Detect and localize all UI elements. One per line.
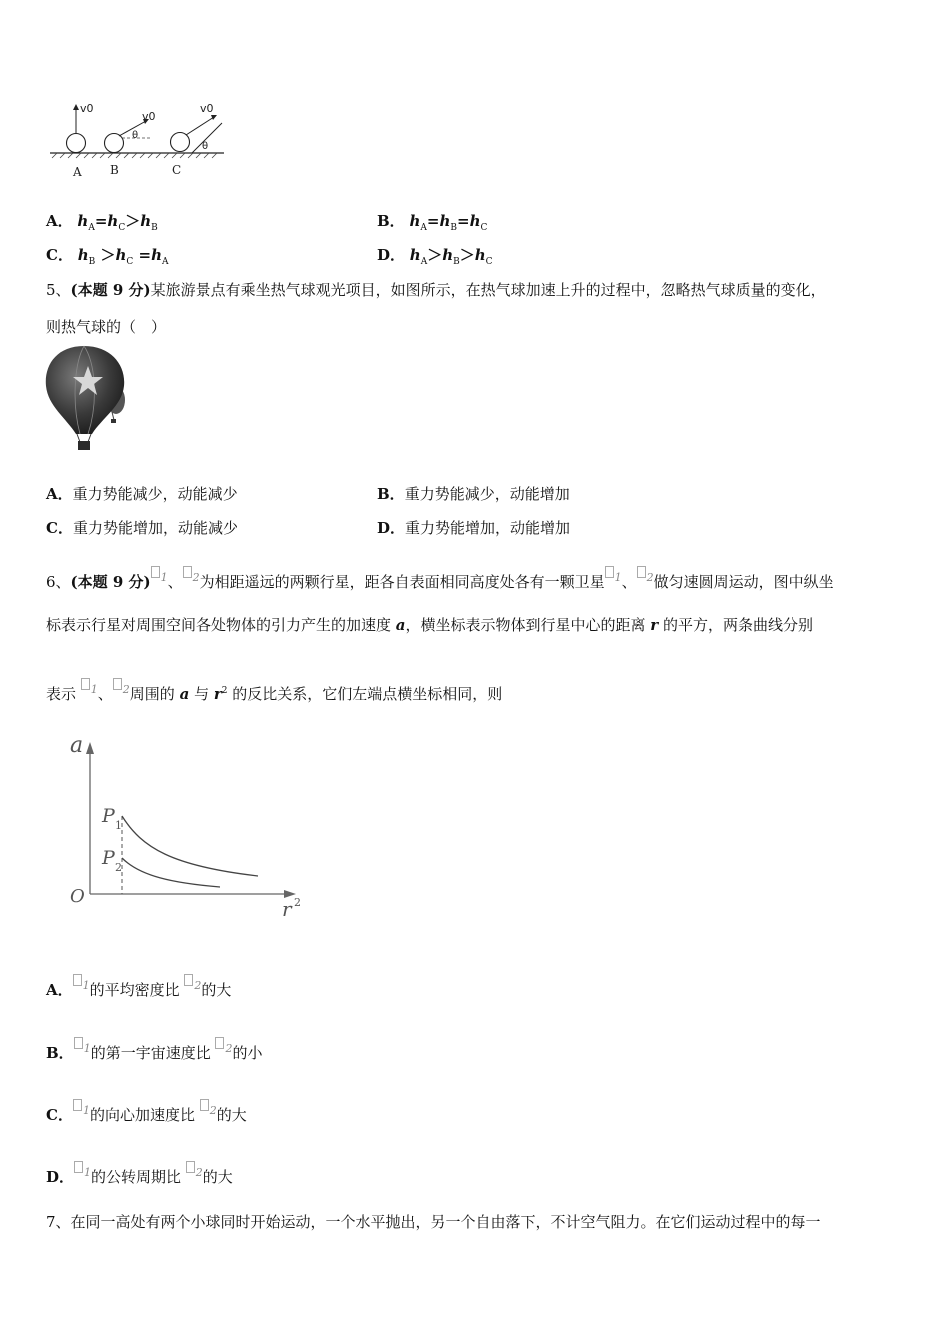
label-a: A [73,165,82,179]
ball-c [171,133,190,152]
label-v0-a: v0 [80,102,94,115]
q4-option-b[interactable]: B． $h_A=h_B=h_C$ [377,212,488,233]
q6-stem-line3: 表示 1、 2周围的 a 与 $r^2$ 的反比关系，它们左端点横坐标相同，则 [46,678,502,704]
origin-label: O [70,886,85,907]
label-theta-c: θ [202,141,209,152]
q6-option-a[interactable]: A． 1的平均密度比 2的大 [46,974,231,1000]
q6-option-b[interactable]: B． 1的第一宇宙速度比 2的小 [46,1037,262,1063]
q5-option-b[interactable]: B．重力势能减少，动能增加 [377,485,570,503]
q7-stem: 7、在同一高处有两个小球同时开始运动，一个水平抛出，另一个自由落下，不计空气阻力。在它们运动过程中的每一 [46,1213,821,1231]
q6-stem-line1: 6、(本题 9 分) 1、 2为相距遥远的两颗行星，距各自表面相同高度处各有一颗卫星 1、 2做匀速圆周运动，图中纵坐 [46,566,834,592]
label-p1: P [102,805,115,827]
q5-option-d[interactable]: D．重力势能增加，动能增加 [377,519,571,537]
y-axis-label: a [70,733,84,758]
x-axis-label: r [282,897,292,920]
label-v0-c: v0 [200,102,214,115]
q4-option-d[interactable]: D． $h_A>h_B>h_C$ [377,246,493,267]
q4-option-a[interactable]: A． $h_A=h_C>h_B$ [46,212,158,233]
q6-graph [62,730,312,920]
ball-a [67,134,86,153]
hot-air-balloon-image [44,344,128,452]
q5-stem-line1: 5、(本题 9 分)某旅游景点有乘坐热气球观光项目，如图所示，在热气球加速上升的过程中，忽略热气球质量的变化， [46,281,826,299]
label-b: B [110,163,119,177]
q5-option-a[interactable]: A．重力势能减少，动能减少 [46,485,238,503]
q4-option-c[interactable]: C． $h_B >h_C =h_A$ [46,246,169,267]
label-p1-sub: 1 [115,819,122,832]
label-p2: P [102,847,115,869]
ball-b [105,134,124,153]
label-v0-b: v0 [142,110,156,123]
q5-stem-line2: 则热气球的（ ） [46,318,167,336]
q6-option-c[interactable]: C． 1的向心加速度比 2的大 [46,1099,247,1125]
q5-option-c[interactable]: C．重力势能增加，动能减少 [46,519,238,537]
q6-stem-line2: 标表示行星对周围空间各处物体的引力产生的加速度 a，横坐标表示物体到行星中心的距离 r 的平方，两条曲线分别 [46,616,813,634]
curve-p1 [122,816,258,876]
label-p2-sub: 2 [115,861,122,874]
balls-figure [46,96,236,184]
curve-p2 [122,858,220,887]
label-c: C [172,163,182,177]
label-theta-b: θ [132,130,139,141]
q6-option-d[interactable]: D． 1的公转周期比 2的大 [46,1161,233,1187]
x-axis-sup: 2 [294,896,301,909]
